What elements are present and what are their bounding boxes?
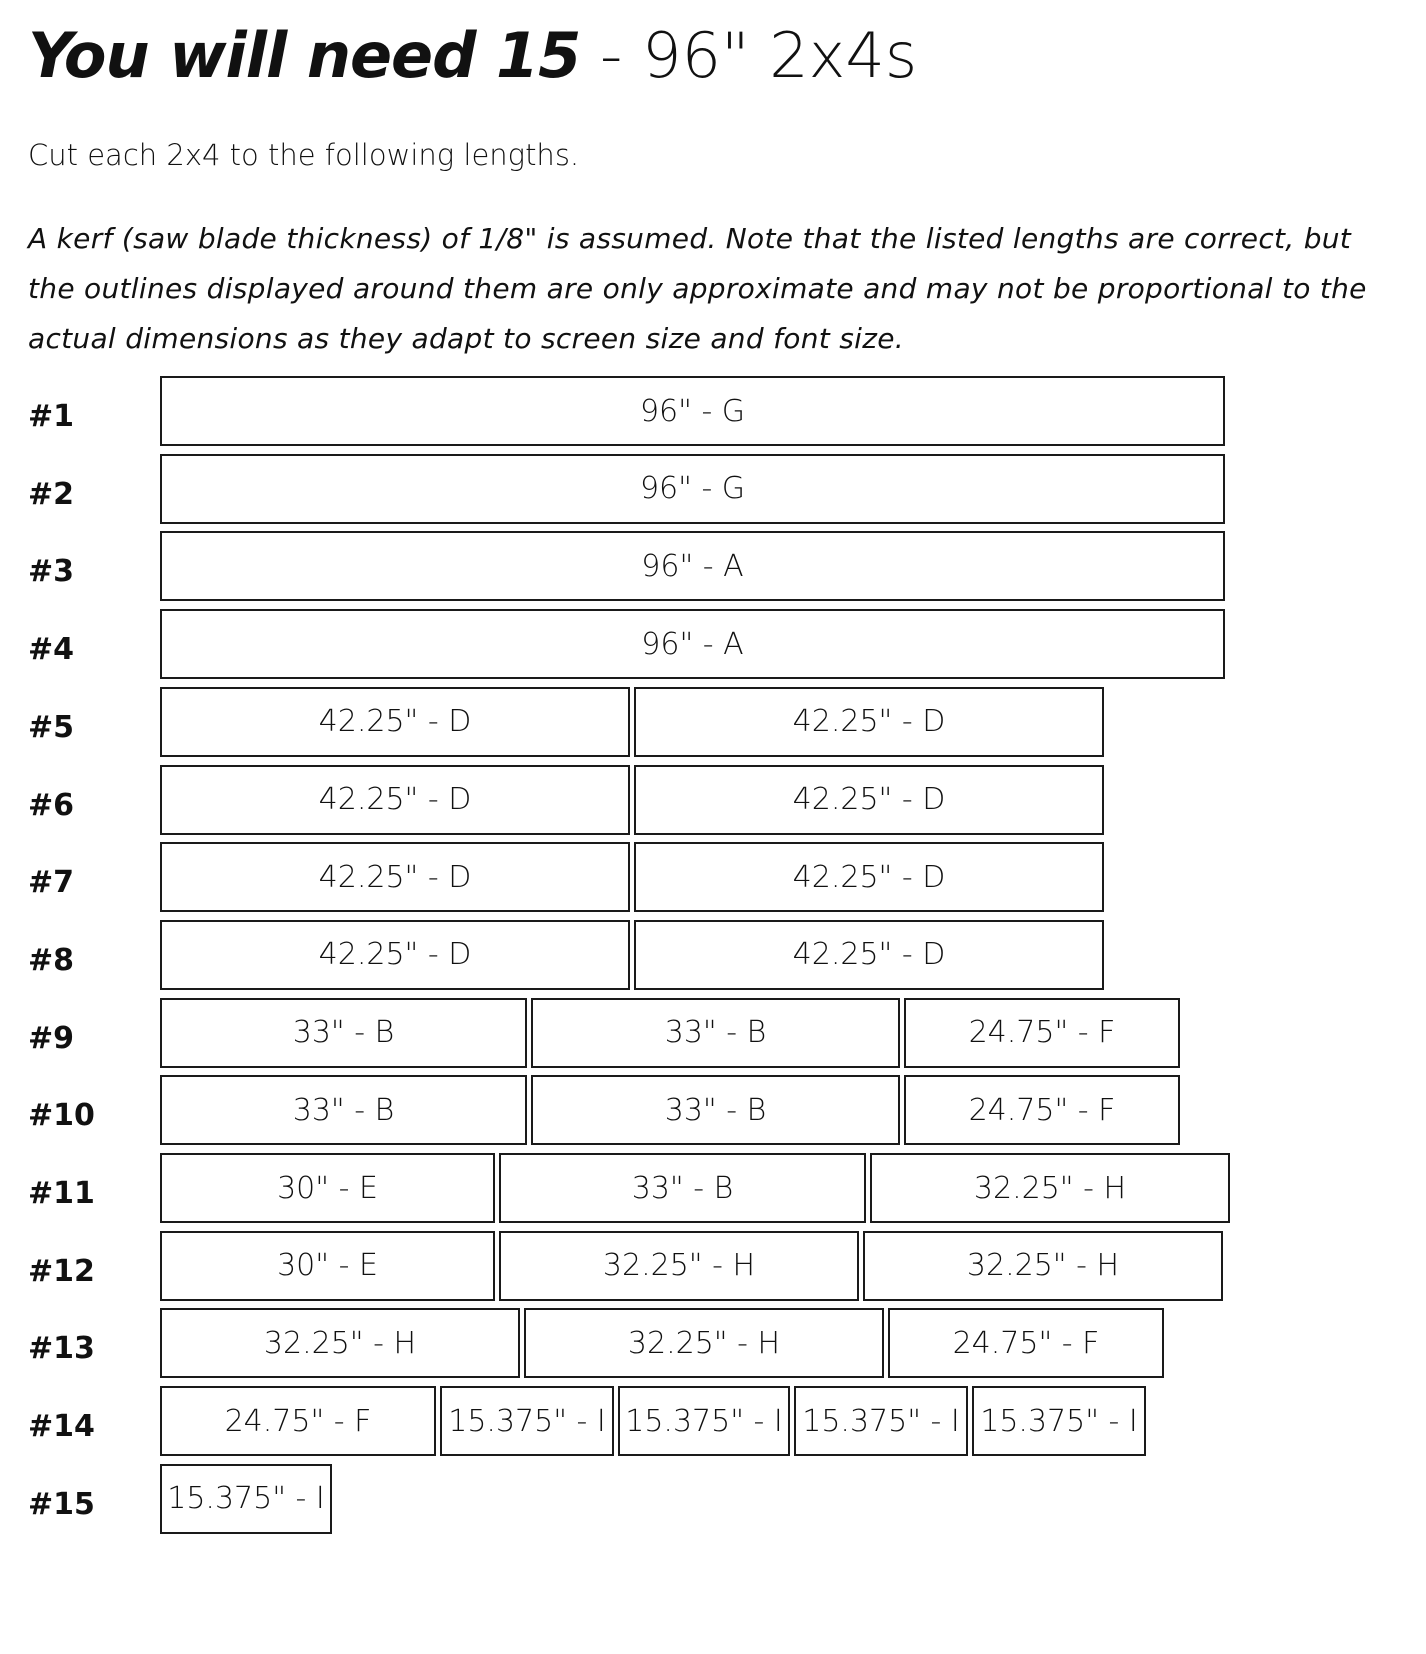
cut-piece: 42.25" - D <box>634 687 1104 757</box>
cut-piece: 33" - B <box>531 1075 900 1145</box>
board-row <box>0 1308 1426 1384</box>
board-number: #6 <box>28 787 75 823</box>
cut-piece: 33" - B <box>160 998 527 1068</box>
cut-piece: 42.25" - D <box>634 842 1104 912</box>
cut-piece: 15.375" - I <box>440 1386 614 1456</box>
cut-piece: 15.375" - I <box>160 1464 332 1534</box>
board-row <box>0 1386 1426 1462</box>
cut-piece: 30" - E <box>160 1231 495 1301</box>
board-row <box>0 1075 1426 1151</box>
cut-piece: 24.75" - F <box>160 1386 436 1456</box>
cut-piece: 32.25" - H <box>524 1308 884 1378</box>
board-row <box>0 765 1426 841</box>
cut-piece: 24.75" - F <box>888 1308 1164 1378</box>
board-row <box>0 998 1426 1074</box>
cut-piece: 32.25" - H <box>160 1308 520 1378</box>
cut-piece: 15.375" - I <box>972 1386 1146 1456</box>
cut-piece: 96" - G <box>160 454 1225 524</box>
board-row <box>0 376 1426 452</box>
board-number: #2 <box>28 476 75 512</box>
board-number: #9 <box>28 1020 75 1056</box>
cut-piece: 32.25" - H <box>499 1231 859 1301</box>
board-number: #13 <box>28 1331 95 1367</box>
cut-piece: 96" - A <box>160 531 1225 601</box>
board-number: #1 <box>28 399 75 434</box>
board-row <box>0 687 1426 763</box>
board-number: #11 <box>28 1176 95 1211</box>
cut-piece: 24.75" - F <box>904 1075 1180 1145</box>
board-number: #5 <box>28 709 75 745</box>
board-number: #10 <box>28 1098 95 1134</box>
cut-piece: 33" - B <box>531 998 900 1068</box>
cut-piece: 24.75" - F <box>904 998 1180 1068</box>
cut-piece: 30" - E <box>160 1153 495 1223</box>
cut-piece: 15.375" - I <box>618 1386 790 1456</box>
board-number: #3 <box>28 554 75 590</box>
cut-piece: 42.25" - D <box>160 920 630 990</box>
board-row <box>0 531 1426 607</box>
cut-piece: 42.25" - D <box>160 842 630 912</box>
board-size-heading: - 96" 2x4s <box>580 19 918 92</box>
cut-piece: 42.25" - D <box>160 765 630 835</box>
board-row <box>0 609 1426 685</box>
cut-piece: 42.25" - D <box>634 765 1104 835</box>
board-number: #12 <box>28 1253 95 1289</box>
cut-piece: 42.25" - D <box>160 687 630 757</box>
cut-instructions: Cut each 2x4 to the following lengths. <box>28 138 580 172</box>
board-number: #4 <box>28 632 75 668</box>
board-row <box>0 1153 1426 1229</box>
board-number: #14 <box>28 1409 95 1445</box>
board-row <box>0 1231 1426 1307</box>
cut-piece: 33" - B <box>160 1075 527 1145</box>
board-number: #15 <box>28 1486 95 1522</box>
cut-piece: 33" - B <box>499 1153 866 1223</box>
board-number: #8 <box>28 942 75 978</box>
cut-piece: 96" - G <box>160 376 1225 446</box>
board-count-heading: You will need 15 <box>28 19 581 92</box>
board-number: #7 <box>28 865 75 901</box>
cut-piece: 32.25" - H <box>870 1153 1230 1223</box>
cut-piece: 32.25" - H <box>863 1231 1223 1301</box>
kerf-note: A kerf (saw blade thickness) of 1/8" is assumed. Note that the listed lengths are correct, but the outlines displayed around them are only approximate and may not be proportional to the actual dimensions as they adapt to screen size and font size. <box>28 222 1367 355</box>
cut-piece: 15.375" - I <box>794 1386 968 1456</box>
board-row <box>0 920 1426 996</box>
board-row <box>0 454 1426 530</box>
cut-piece: 42.25" - D <box>634 920 1104 990</box>
cut-piece: 96" - A <box>160 609 1225 679</box>
board-row <box>0 842 1426 918</box>
board-row <box>0 1464 1426 1540</box>
